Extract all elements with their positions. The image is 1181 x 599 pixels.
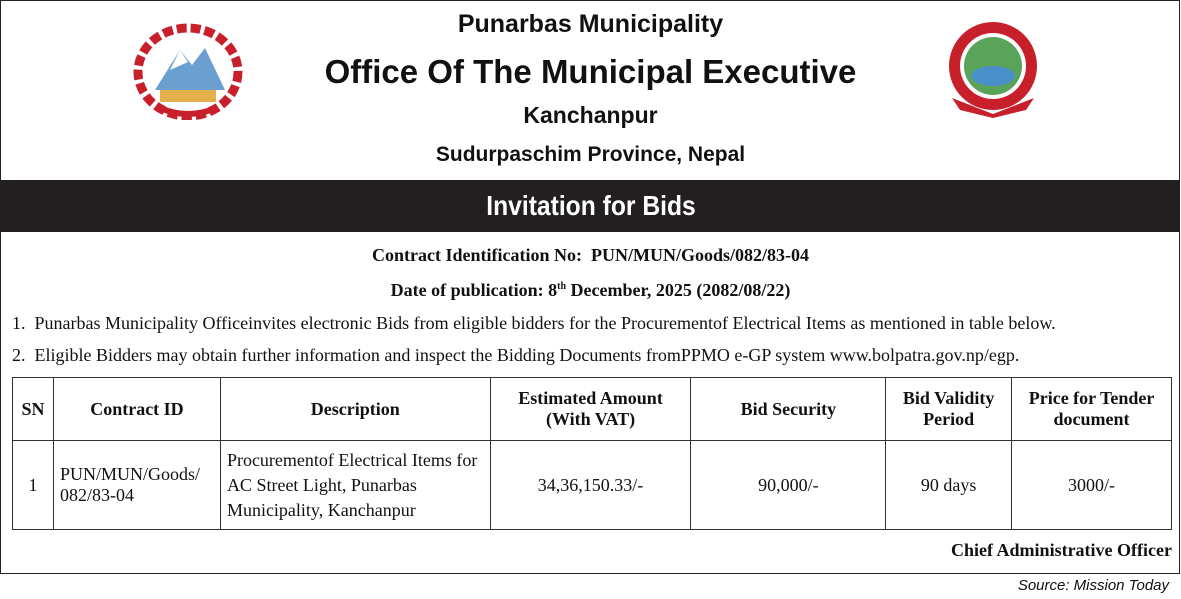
- cell-estimated-amount: 34,36,150.33/-: [490, 441, 691, 530]
- province-name: Sudurpaschim Province, Nepal: [435, 143, 746, 166]
- date-suffix: December, 2025 (2082/08/22): [566, 280, 791, 300]
- signatory: Chief Administrative Officer: [951, 540, 1172, 560]
- header-contract-id: Contract ID: [53, 378, 220, 441]
- office-title: Office Of The Municipal Executive: [324, 53, 857, 90]
- header-bid-security: Bid Security: [691, 378, 886, 441]
- district-name: Kanchanpur: [523, 102, 658, 128]
- date-prefix: Date of publication: 8: [390, 280, 558, 300]
- header-tender-price: Price for Tender document: [1012, 378, 1172, 441]
- publication-date: [0, 280, 1181, 301]
- header-description: Description: [220, 378, 490, 441]
- source-credit: Source: Mission Today: [1017, 577, 1169, 594]
- paragraph-2: 2. Eligible Bidders may obtain further information and inspect the Bidding Documents fromPPMO e-GP system www.bolpatra.gov.np/egp.: [12, 345, 1020, 365]
- cell-bid-security: 90,000/-: [691, 441, 886, 530]
- table-row: [13, 441, 1172, 530]
- bids-table: [12, 377, 1172, 530]
- cell-description: Procurementof Electrical Items for AC Street Light, Punarbas Municipality, Kanchanpur: [220, 441, 490, 530]
- contract-identification: Contract Identification No: PUN/MUN/Goods/082/83-04: [372, 245, 809, 265]
- header-estimated-amount: Estimated Amount (With VAT): [490, 378, 691, 441]
- paragraph-1: 1. Punarbas Municipality Officeinvites electronic Bids from eligible bidders for the Procurementof Electrical Items as mentioned in table below.: [12, 313, 1056, 333]
- title-banner: [1, 180, 1180, 232]
- cell-contract-id: PUN/MUN/Goods/ 082/83-04: [53, 441, 220, 530]
- cell-bid-validity: 90 days: [886, 441, 1012, 530]
- date-superscript: th: [557, 281, 567, 292]
- header-bid-validity: Bid Validity Period: [886, 378, 1012, 441]
- municipality-name: Punarbas Municipality: [457, 10, 724, 38]
- banner-title: Invitation for Bids: [485, 190, 696, 221]
- header-sn: SN: [13, 378, 54, 441]
- cell-sn: 1: [13, 441, 54, 530]
- table-header-row: [13, 378, 1172, 441]
- cell-tender-price: 3000/-: [1012, 441, 1172, 530]
